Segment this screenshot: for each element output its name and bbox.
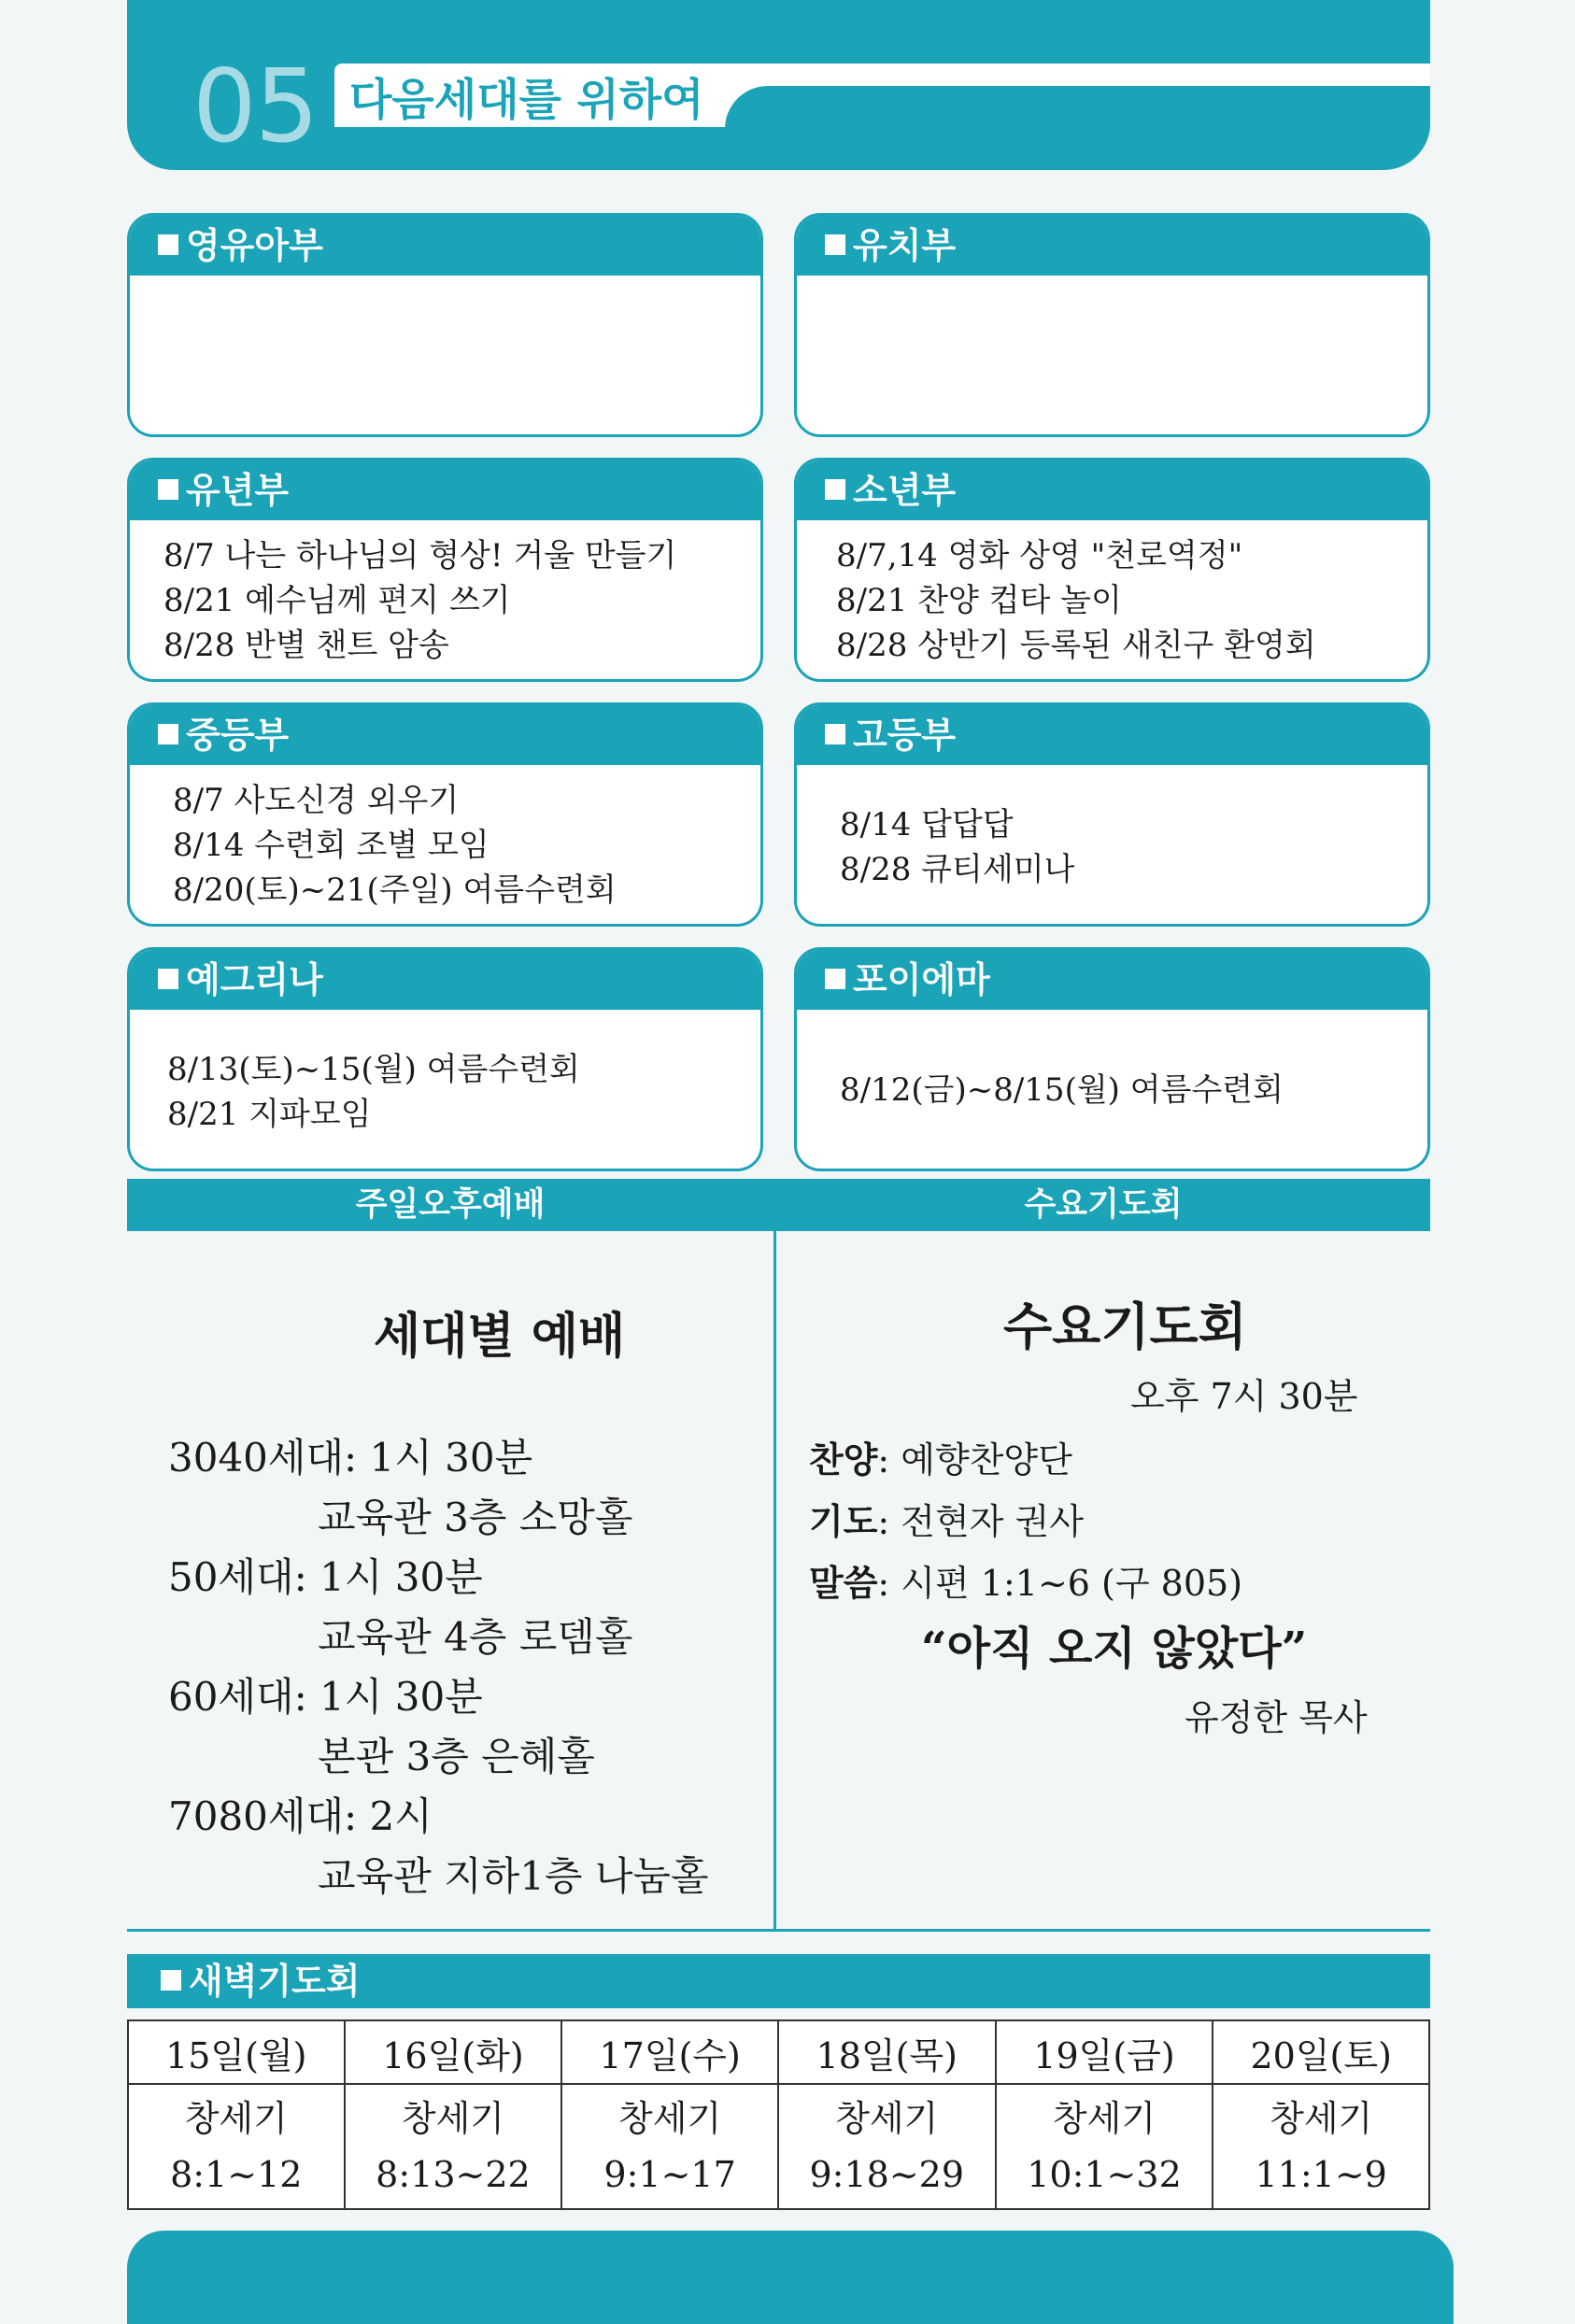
schedule-line: 3040세대: 1시 30분 [168,1435,533,1481]
sunday-afternoon-bar: 주일오후예배 [127,1179,773,1231]
schedule-line: 50세대: 1시 30분 [168,1554,483,1600]
dept-body [797,276,1427,287]
book-name: 창세기 [184,2098,288,2139]
dept-line: 8/7 사도신경 외우기 [173,782,460,819]
schedule-line: 교육관 지하1층 나눔홀 [318,1853,709,1899]
scripture-cell [345,2084,562,2209]
praise-label: 찬양 [809,1438,878,1481]
wednesday-prayer-bar: 수요기도회 [776,1179,1430,1231]
dept-line: 8/28 상반기 등록된 새친구 환영회 [836,627,1316,664]
sermon-value: : 시편 1:1~6 (구 805) [877,1563,1243,1604]
section-number: 05 [192,49,318,165]
dept-body [797,1010,1427,1112]
verse-range: 11:1~9 [1255,2154,1387,2195]
praise-value: : 예향찬양단 [877,1439,1072,1481]
square-bullet-icon [825,479,845,500]
book-name: 창세기 [1052,2098,1156,2139]
page-header [127,0,1430,170]
dept-box-young-adult [127,947,763,1171]
dept-line: 8/12(금)~8/15(월) 여름수련회 [840,1071,1284,1109]
dept-title: 포이에마 [853,959,990,1000]
verse-range: 9:1~17 [603,2154,736,2195]
table-row [128,2084,1429,2209]
dept-title: 고등부 [853,715,957,756]
dept-line: 8/21 지파모임 [167,1096,372,1133]
square-bullet-icon [825,724,845,744]
square-bullet-icon [158,479,178,500]
schedule-line: 교육관 4층 로뎀홀 [318,1614,633,1660]
book-name: 창세기 [1270,2098,1373,2139]
prayer-label: 기도 [809,1500,878,1542]
scripture-cell [128,2084,345,2209]
day-cell: 18일(목) [778,2020,996,2084]
book-name: 창세기 [835,2098,939,2139]
title-background-cut [725,86,1430,142]
dept-line: 8/14 수련회 조별 모임 [173,827,490,864]
dawn-prayer-bar [127,1954,1430,2008]
book-name: 창세기 [401,2098,504,2139]
verse-range: 9:18~29 [809,2154,965,2195]
dept-box-infant [127,213,763,437]
praise-line [809,1431,1072,1482]
verse-range: 8:1~12 [170,2154,303,2195]
dawn-prayer-table [127,2019,1430,2210]
square-bullet-icon [158,234,178,255]
table-row [128,2020,1429,2084]
scripture-cell [561,2084,778,2209]
square-bullet-icon [825,969,845,989]
dept-line: 8/28 반별 챈트 암송 [163,627,449,664]
verse-range: 10:1~32 [1027,2154,1182,2195]
square-bullet-icon [158,969,178,989]
dept-line: 8/21 예수님께 편지 쓰기 [163,582,511,619]
sermon-title: “아직 오지 않았다” [921,1623,1308,1675]
dept-line: 8/7 나는 하나님의 형상! 거울 만들기 [163,537,677,574]
day-cell: 19일(금) [996,2020,1213,2084]
section-bottom-line [127,1929,1430,1932]
square-bullet-icon [158,724,178,744]
schedule-line: 60세대: 1시 30분 [168,1674,483,1720]
scripture-cell [996,2084,1213,2209]
sermon-line [809,1554,1242,1606]
section-title: 다음세대를 위하여 [349,75,704,126]
dept-title: 중등부 [186,715,290,756]
dept-line: 8/13(토)~15(월) 여름수련회 [167,1051,580,1088]
schedule-line: 교육관 3층 소망홀 [318,1495,633,1540]
dept-title: 유년부 [186,470,290,511]
dept-box-poiema [794,947,1430,1171]
dept-body [130,1010,760,1137]
dept-line: 8/21 찬양 컵타 놀이 [836,582,1122,619]
day-cell: 15일(월) [128,2020,345,2084]
dept-box-middle-school [127,702,763,927]
dept-box-elementary-senior [794,458,1430,682]
dept-body [130,765,760,913]
dept-box-kindergarten [794,213,1430,437]
dept-title: 유치부 [853,225,957,266]
wednesday-title: 수요기도회 [1003,1297,1247,1356]
square-bullet-icon [161,1970,181,1991]
dept-title: 예그리나 [186,959,323,1000]
verse-range: 8:13~22 [376,2154,531,2195]
schedule-line: 본관 3층 은혜홀 [318,1734,595,1779]
dept-line: 8/28 큐티세미나 [840,851,1075,888]
dept-body [797,765,1427,892]
dept-line: 8/20(토)~21(주일) 여름수련회 [173,872,617,909]
day-cell: 17일(수) [561,2020,778,2084]
dawn-prayer-title: 새벽기도회 [189,1961,361,2002]
dept-body [130,276,760,287]
wednesday-time: 오후 7시 30분 [1130,1376,1358,1417]
page-footer [127,2231,1454,2324]
column-divider [773,1179,776,1932]
scripture-cell [778,2084,996,2209]
dept-box-elementary-junior [127,458,763,682]
day-cell: 20일(토) [1213,2020,1429,2084]
prayer-value: : 전현자 권사 [877,1501,1084,1542]
dept-box-high-school [794,702,1430,927]
square-bullet-icon [825,234,845,255]
dept-body [797,520,1427,668]
dept-title: 영유아부 [186,225,323,266]
dept-body [130,520,760,668]
dept-line: 8/7,14 영화 상영 "천로역정" [836,537,1243,574]
prayer-line [809,1493,1084,1544]
dept-line: 8/14 답답답 [840,806,1014,843]
schedule-line: 7080세대: 2시 [168,1793,433,1839]
preacher: 유정한 목사 [1185,1697,1368,1738]
dept-title: 소년부 [853,470,957,511]
book-name: 창세기 [618,2098,722,2139]
day-cell: 16일(화) [345,2020,562,2084]
scripture-cell [1213,2084,1429,2209]
generational-worship-title: 세대별 예배 [374,1308,626,1365]
sermon-label: 말씀 [809,1562,878,1604]
